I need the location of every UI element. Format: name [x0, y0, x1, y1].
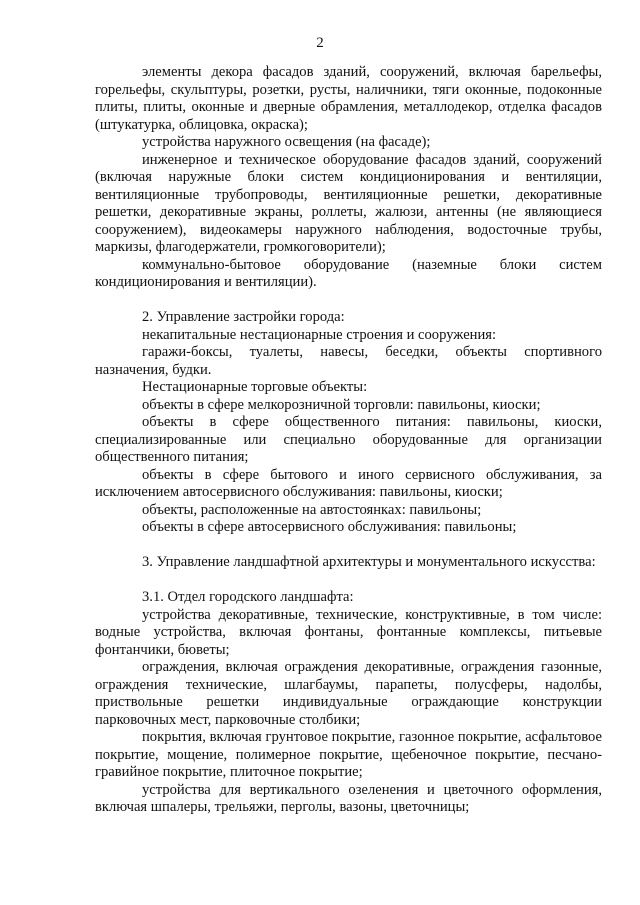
paragraph-devices: устройства декоративные, технические, конструктивные, в том числе: водные устройства, включая фонтаны, фонтанные комплексы, питьевые фонтанчики, бюветы; — [95, 606, 602, 658]
section-heading-3-1: 3.1. Отдел городского ландшафта: — [142, 589, 354, 605]
page-number: 2 — [316, 35, 324, 51]
section-heading-2: 2. Управление застройки города: — [142, 309, 345, 325]
paragraph-coverings: покрытия, включая грунтовое покрытие, газонное покрытие, асфальтовое покрытие, мощение, полимерное покрытие, щебеночное покрытие, песчано-гравийное покрытие, плиточное покрытие; — [95, 729, 602, 780]
paragraph-fences: ограждения, включая ограждения декоративные, ограждения газонные, ограждения технические, шлагбаумы, парапеты, полусферы, надолбы, приствольные решетки индивидуальные ограждающие конструкции парковочных мест, парковочные столбики; — [95, 659, 602, 728]
section-heading-3: 3. Управление ландшафтной архитектуры и монументального искусства: — [142, 554, 596, 570]
paragraph-auto-service: объекты в сфере автосервисного обслуживания: павильоны; — [142, 519, 517, 535]
paragraph-services: объекты в сфере бытового и иного сервисного обслуживания, за исключением автосервисного обслуживания: павильоны, киоски; — [95, 466, 602, 500]
paragraph-utility-equipment: коммунально-бытовое оборудование (наземные блоки систем кондиционирования и вентиляции). — [95, 256, 602, 290]
paragraph-trade-objects: Нестационарные торговые объекты: — [142, 379, 368, 395]
paragraph-parking: объекты, расположенные на автостоянках: павильоны; — [142, 501, 482, 518]
paragraph-garages: гаражи-боксы, туалеты, навесы, беседки, объекты спортивного назначения, будки. — [95, 344, 602, 378]
paragraph-vertical-greening: устройства для вертикального озеленения и цветочного оформления, включая шпалеры, трельяжи, перголы, вазоны, цветочницы; — [95, 781, 602, 815]
paragraph-nonpermanent-structures: некапитальные нестационарные строения и сооружения: — [142, 326, 497, 343]
paragraph-facade-decor: элементы декора фасадов зданий, сооружений, включая барельефы, горельефы, скульптуры, розетки, русты, наличники, тяги оконные, подоконные плиты, плиты, оконные и дверные обрамления, металлодекор, отделка фасадов (штукатурка, облицовка, окраска); — [95, 64, 602, 133]
document-body — [95, 64, 602, 817]
paragraph-engineering-equipment: инженерное и техническое оборудование фасадов зданий, сооружений (включая наружные блоки систем кондиционирования и вентиляции, вентиляционные трубопроводы, вентиляционные решетки, декоративные решетки, декоративные экраны, роллеты, жалюзи, антенны (не являющиеся сооружением), видеокамеры наружного наблюдения, водосточные трубы, маркизы, флагодержатели, громкоговорители); — [95, 151, 602, 255]
paragraph-catering: объекты в сфере общественного питания: павильоны, киоски, специализированные или специально оборудованные для организации общественного питания; — [95, 414, 602, 465]
paragraph-retail: объекты в сфере мелкорозничной торговли: павильоны, киоски; — [142, 396, 541, 413]
paragraph-lighting: устройства наружного освещения (на фасаде); — [142, 134, 431, 150]
